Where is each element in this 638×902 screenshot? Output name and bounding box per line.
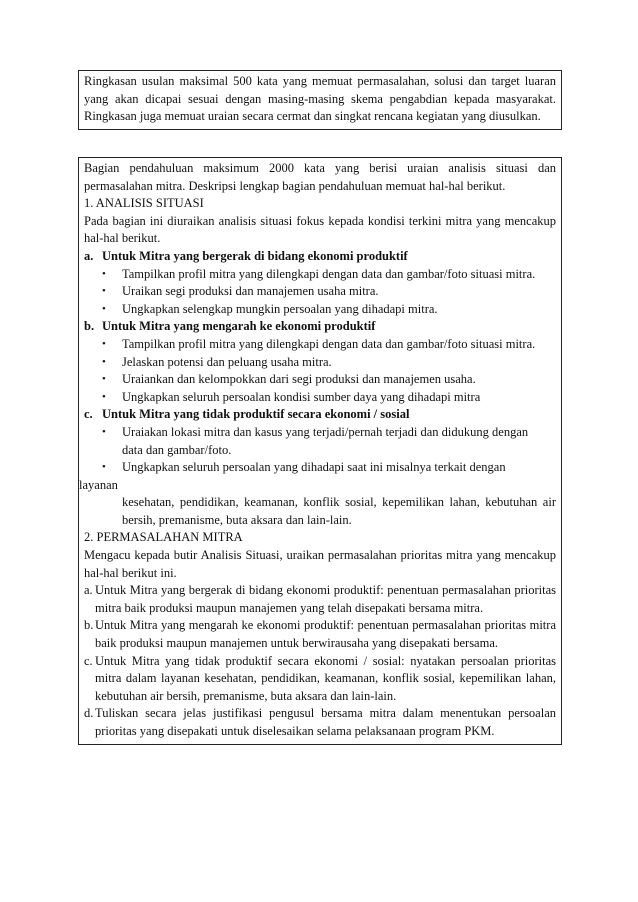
section-text-analisis-situasi: Pada bagian ini diuraikan analisis situasi fokus kepada kondisi terkini mitra yang mencakup hal-hal berikut. <box>84 213 556 246</box>
intro-text: Bagian pendahuluan maksimum 2000 kata yang berisi uraian analisis situasi dan permasalahan mitra. Deskripsi lengkap bagian pendahuluan memuat hal-hal berikut. <box>84 161 556 193</box>
section-text-permasalahan-mitra: Mengacu kepada butir Analisis Situasi, uraikan permasalahan prioritas mitra yang mencakup hal-hal berikut ini. <box>84 548 556 580</box>
list-item-text: Untuk Mitra yang mengarah ke ekonomi produktif: penentuan permasalahan prioritas mitra baik produksi maupun manajemen untuk berwirausaha yang disepakati bersama. <box>95 618 556 651</box>
section-heading-permasalahan-mitra: 2. PERMASALAHAN MITRA <box>84 530 243 545</box>
subsection-label: c. <box>84 407 93 422</box>
subsection-heading-b <box>84 318 556 336</box>
list-item <box>84 424 556 442</box>
list-item <box>84 459 556 477</box>
list-item-text: Ungkapkan seluruh persoalan kondisi sumber daya yang dihadapi mitra <box>122 389 481 404</box>
section-heading-analisis-situasi: 1. ANALISIS SITUASI <box>84 196 204 211</box>
list-item-continuation: layanan <box>79 477 118 492</box>
list-item-label: b. <box>84 618 94 633</box>
subsection-title: Untuk Mitra yang bergerak di bidang ekonomi produktif <box>102 248 408 263</box>
subsection-title: Untuk Mitra yang mengarah ke ekonomi produktif <box>102 319 376 334</box>
summary-text: Ringkasan usulan maksimal 500 kata yang memuat permasalahan, solusi dan target luaran yang akan dicapai sesuai dengan masing-masing skema pengabdian kepada masyarakat. Ringkasan juga memuat uraian secara cermat dan singkat rencana kegiatan yang diusulkan. <box>84 74 556 124</box>
subsection-title: Untuk Mitra yang tidak produktif secara ekonomi / sosial <box>102 407 410 422</box>
list-item-label: a. <box>84 583 93 598</box>
bullet-icon: • <box>102 390 106 403</box>
list-item-text: Uraikan segi produksi dan manajemen usaha mitra. <box>122 284 379 299</box>
list-item <box>84 389 556 407</box>
bullet-icon: • <box>102 425 106 438</box>
list-item-text: Tampilkan profil mitra yang dilengkapi dengan data dan gambar/foto situasi mitra. <box>122 266 536 281</box>
list-item-continuation: kesehatan, pendidikan, keamanan, konflik sosial, kepemilikan lahan, kebutuhan air bersih, premanisme, buta aksara dan lain-lain. <box>122 495 556 527</box>
list-item-continuation: data dan gambar/foto. <box>122 442 232 457</box>
list-item-text: Uraiakan lokasi mitra dan kasus yang terjadi/pernah terjadi dan didukung dengan <box>122 424 529 439</box>
list-item-text: Tampilkan profil mitra yang dilengkapi dengan data dan gambar/foto situasi mitra. <box>122 336 536 351</box>
list-item <box>84 266 556 284</box>
introduction-box <box>78 157 562 745</box>
list-item-text: Jelaskan potensi dan peluang usaha mitra. <box>122 354 332 369</box>
list-item-text: Ungkapkan seluruh persoalan yang dihadapi saat ini misalnya terkait dengan <box>122 460 506 475</box>
subsection-label: b. <box>84 319 95 334</box>
bullet-icon: • <box>102 461 106 474</box>
list-item <box>84 283 556 301</box>
list-item <box>84 371 556 389</box>
bullet-icon: • <box>102 337 106 350</box>
subsection-heading-a <box>84 248 556 266</box>
list-item <box>84 354 556 372</box>
list-item-text: Ungkapkan selengkap mungkin persoalan yang dihadapi mitra. <box>122 301 438 316</box>
bullet-icon: • <box>102 355 106 368</box>
list-item <box>84 705 556 740</box>
list-item <box>84 582 556 617</box>
subsection-label: a. <box>84 248 94 263</box>
list-item <box>84 336 556 354</box>
subsection-heading-c <box>84 406 556 424</box>
list-item-text: Untuk Mitra yang bergerak di bidang ekonomi produktif: penentuan permasalahan prioritas mitra baik produksi maupun manajemen yang telah disepakati bersama mitra. <box>95 583 556 615</box>
list-item-text: Tuliskan secara jelas justifikasi pengusul bersama mitra dalam menentukan persoalan prioritas yang disepakati untuk diselesaikan selama pelaksanaan program PKM. <box>95 706 556 738</box>
list-item <box>84 617 556 652</box>
summary-box <box>78 70 562 130</box>
list-item-label: c. <box>84 653 93 668</box>
list-item <box>84 301 556 319</box>
bullet-icon: • <box>102 285 106 298</box>
list-item-label: d. <box>84 706 94 721</box>
list-item-text: Untuk Mitra yang tidak produktif secara ekonomi / sosial: nyatakan persoalan prioritas mitra dalam layanan kesehatan, pendidikan, keamanan, konflik sosial, kepemilikan lahan, kebutuhan air bersih, premanisme, buta aksara dan lain-lain. <box>95 653 556 703</box>
bullet-icon: • <box>102 373 106 386</box>
list-item <box>84 653 556 706</box>
bullet-icon: • <box>102 302 106 315</box>
list-item-text: Uraiankan dan kelompokkan dari segi produksi dan manajemen usaha. <box>122 372 476 387</box>
bullet-icon: • <box>102 267 106 280</box>
